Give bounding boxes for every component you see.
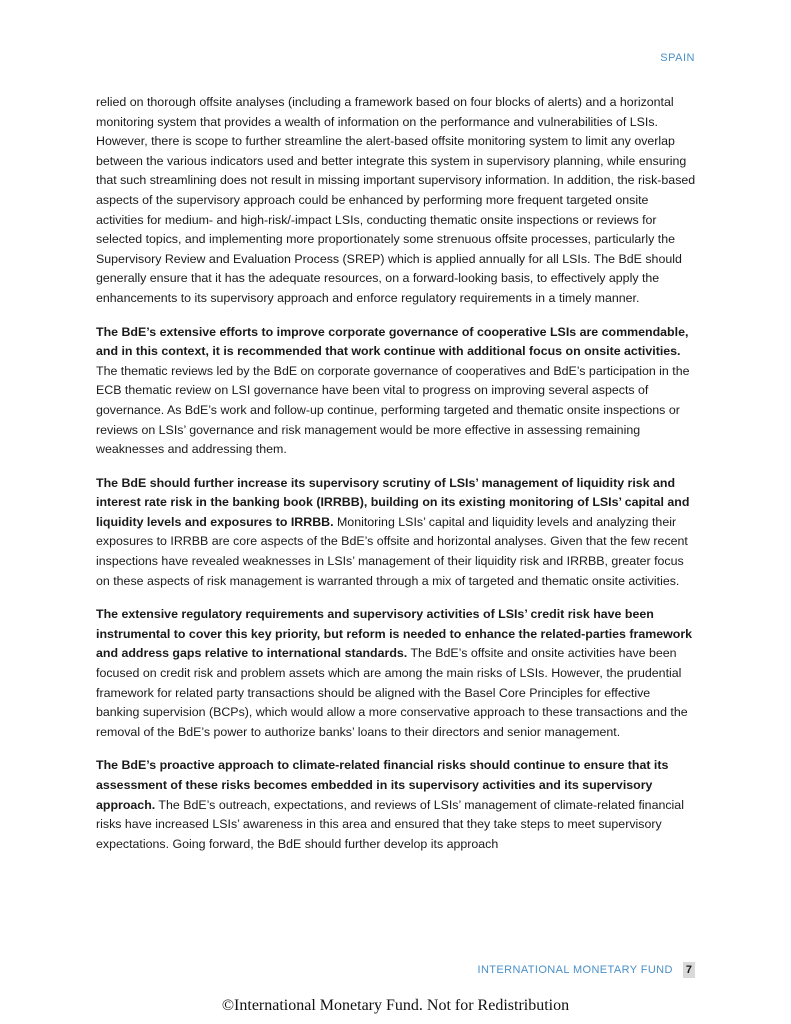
paragraph-1-body: relied on thorough offsite analyses (including a framework based on four blocks of alerts) and a horizontal monitoring system that provides a wealth of information on the performance and vulnerabilities of LSIs. However, there is scope to further streamline the alert-based offsite monitoring system to limit any overlap between the various indicators used and better integrate this system in supervisory planning, while ensuring that such streamlining does not result in missing important supervisory information. In addition, the risk-based aspects of the supervisory approach could be enhanced by performing more frequent targeted onsite activities for medium- and high-risk/-impact LSIs, conducting thematic onsite inspections or reviews for selected topics, and implementing more proportionately some strenuous offsite processes, particularly the Supervisory Review and Evaluation Process (SREP) which is applied annually for all LSIs. The BdE should generally ensure that it has the adequate resources, on a forward-looking basis, to effectively apply the enhancements to its supervisory approach and enforce regulatory requirements in a timely manner. bbox=[96, 95, 696, 305]
paragraph-3-body: Monitoring LSIs’ capital and liquidity levels and analyzing their exposures to IRRBB are core aspects of the BdE’s offsite and horizontal analyses. Given that the few recent inspections have revealed weaknesses in LSIs’ management of their liquidity risk and IRRBB, greater focus on these aspects of risk management is warranted through a mix of targeted and thematic onsite activities. bbox=[96, 514, 688, 588]
paragraph-5-lead: The BdE’s proactive approach to climate-related financial risks should continue to ensure that its assessment of these risks becomes embedded in its supervisory activities and its supervisory approach. bbox=[96, 758, 669, 812]
paragraph-5 bbox=[96, 756, 696, 854]
paragraph-3-lead: The BdE should further increase its supervisory scrutiny of LSIs’ management of liquidity risk and interest rate risk in the banking book (IRRBB), building on its existing monitoring of LSIs’ capital and liquidity levels and exposures to IRRBB. bbox=[96, 475, 690, 529]
paragraph-3 bbox=[96, 474, 696, 592]
paragraph-1 bbox=[96, 93, 696, 309]
paragraph-4-body: The BdE’s offsite and onsite activities have been focused on credit risk and problem assets which are among the main risks of LSIs. However, the prudential framework for related party transactions should be aligned with the Basel Core Principles for effective banking supervision (BCPs), which would allow a more conservative approach to these transactions and the removal of the BdE’s power to authorize banks’ loans to their directors and senior management. bbox=[96, 646, 688, 739]
paragraph-2-body: The thematic reviews led by the BdE on corporate governance of cooperatives and BdE’s participation in the ECB thematic review on LSI governance have been vital to progress on improving several aspects of governance. As BdE’s work and follow-up continue, performing targeted and thematic onsite inspections or reviews on LSIs’ governance and risk management would be more effective in assessing remaining weaknesses and addressing them. bbox=[96, 363, 690, 457]
paragraph-4-lead: The extensive regulatory requirements and supervisory activities of LSIs’ credit risk have been instrumental to cover this key priority, but reform is needed to enhance the related-parties framework and address gaps relative to international standards. bbox=[96, 607, 693, 661]
paragraph-5-body: The BdE’s outreach, expectations, and reviews of LSIs’ management of climate-related financial risks have increased LSIs’ awareness in this area and ensured that they take steps to meet supervisory expectations. Going forward, the BdE should further develop its approach bbox=[96, 797, 684, 851]
running-footer bbox=[478, 962, 696, 978]
running-header: SPAIN bbox=[660, 52, 695, 64]
document-body bbox=[96, 93, 696, 868]
page-number: 7 bbox=[683, 962, 695, 978]
paragraph-2 bbox=[96, 323, 696, 460]
paragraph-4 bbox=[96, 605, 696, 742]
footer-organization: INTERNATIONAL MONETARY FUND bbox=[477, 964, 673, 976]
copyright-notice: ©International Monetary Fund. Not for Redistribution bbox=[221, 997, 570, 1014]
paragraph-2-lead: The BdE’s extensive efforts to improve corporate governance of cooperative LSIs are commendable, and in this context, it is recommended that work continue with additional focus on onsite activities. bbox=[96, 324, 689, 359]
